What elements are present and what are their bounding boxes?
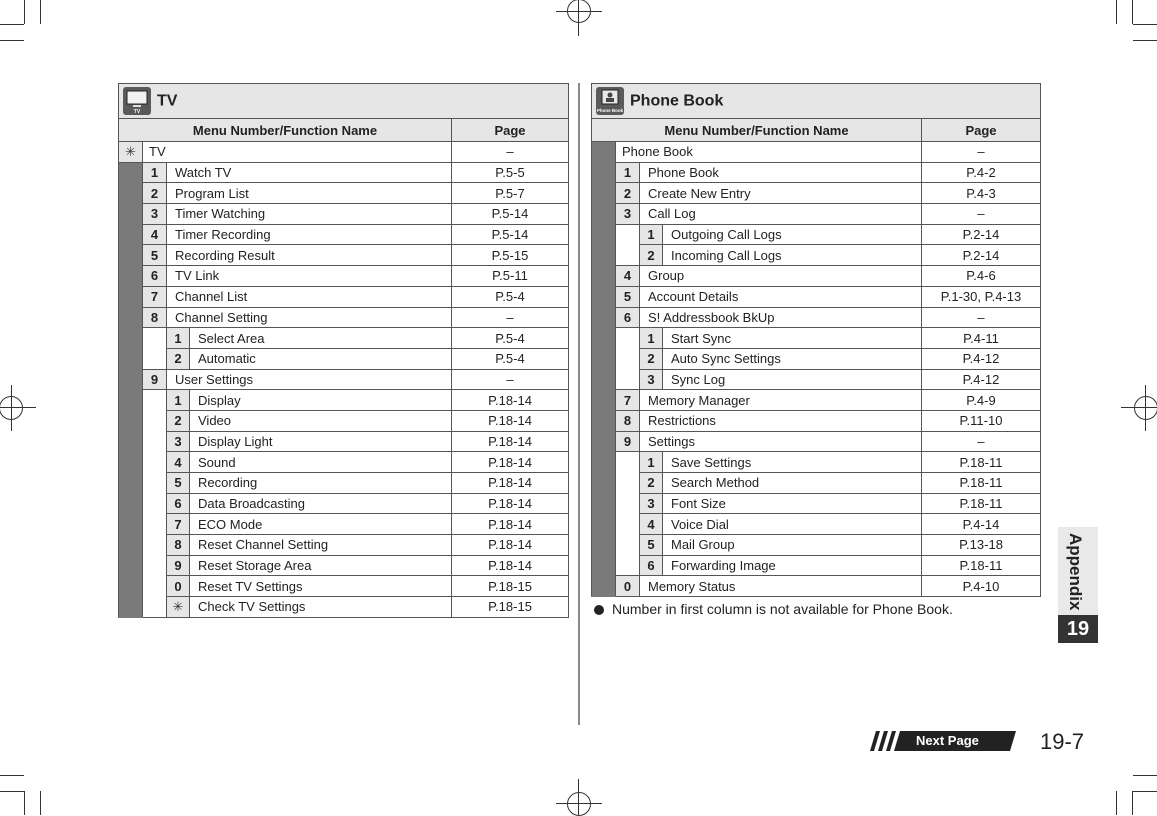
table-row: 4 Sound P.18-14: [119, 452, 569, 473]
table-row: 3 Font Size P.18-11: [592, 493, 1041, 514]
chapter-number: 19: [1058, 615, 1098, 643]
table-row: 6 Data Broadcasting P.18-14: [119, 493, 569, 514]
phone-book-table-title: Phone Book Phone Book: [592, 84, 1041, 119]
table-row: 7 Memory Manager P.4-9: [592, 390, 1041, 411]
table-row: 5 Recording Result P.5-15: [119, 245, 569, 266]
next-page-link[interactable]: Next Page: [916, 733, 979, 748]
bullet-icon: [594, 605, 604, 615]
table-row: 1 Select Area P.5-4: [119, 328, 569, 349]
table-row: 1 Outgoing Call Logs P.2-14: [592, 224, 1041, 245]
table-row: 9 Reset Storage Area P.18-14: [119, 555, 569, 576]
root-marker: ✳: [119, 142, 143, 163]
table-row: 6 S! Addressbook BkUp –: [592, 307, 1041, 328]
column-header-page: Page: [922, 119, 1041, 142]
table-row: 2 Create New Entry P.4-3: [592, 183, 1041, 204]
phone-book-menu-table: [591, 83, 1041, 597]
table-row: 8 Channel Setting –: [119, 307, 569, 328]
table-row: 3 Call Log –: [592, 204, 1041, 225]
table-row: 1 Save Settings P.18-11: [592, 452, 1041, 473]
table-row: 1 Watch TV P.5-5: [119, 162, 569, 183]
table-row: 5 Recording P.18-14: [119, 473, 569, 494]
table-row: 3 Display Light P.18-14: [119, 431, 569, 452]
table-row: 7 ECO Mode P.18-14: [119, 514, 569, 535]
table-row: 6 TV Link P.5-11: [119, 266, 569, 287]
table-row: ✳ TV –: [119, 142, 569, 163]
table-row: 1 Display P.18-14: [119, 390, 569, 411]
column-divider: [578, 83, 580, 725]
table-row: 2 Incoming Call Logs P.2-14: [592, 245, 1041, 266]
footnote: Number in first column is not available for Phone Book.: [594, 601, 953, 617]
table-row: 3 Sync Log P.4-12: [592, 369, 1041, 390]
chapter-tab[interactable]: [1058, 527, 1098, 615]
table-row: 2 Auto Sync Settings P.4-12: [592, 348, 1041, 369]
table-row: 2 Automatic P.5-4: [119, 348, 569, 369]
table-row: 2 Program List P.5-7: [119, 183, 569, 204]
column-header-name: Menu Number/Function Name: [592, 119, 922, 142]
table-row: Phone Book –: [592, 142, 1041, 163]
tv-table-title: TV TV: [119, 84, 569, 119]
table-row: 8 Reset Channel Setting P.18-14: [119, 535, 569, 556]
table-row: 7 Channel List P.5-4: [119, 286, 569, 307]
table-row: 5 Mail Group P.13-18: [592, 535, 1041, 556]
svg-text:TV: TV: [133, 109, 141, 115]
table-row: 4 Group P.4-6: [592, 266, 1041, 287]
table-row: 1 Phone Book P.4-2: [592, 162, 1041, 183]
svg-text:Phone Book: Phone Book: [596, 108, 624, 113]
column-header-page: Page: [452, 119, 569, 142]
chapter-label: Appendix: [1066, 533, 1085, 611]
page-number: 19-7: [1040, 729, 1085, 754]
phone-book-icon: [596, 87, 624, 115]
table-row: 2 Video P.18-14: [119, 410, 569, 431]
table-row: 2 Search Method P.18-11: [592, 473, 1041, 494]
tv-menu-table: [118, 83, 569, 618]
table-row: 9 User Settings –: [119, 369, 569, 390]
table-row: 6 Forwarding Image P.18-11: [592, 555, 1041, 576]
column-header-name: Menu Number/Function Name: [119, 119, 452, 142]
tv-icon: [123, 87, 151, 115]
table-row: 3 Timer Watching P.5-14: [119, 204, 569, 225]
table-row: 4 Timer Recording P.5-14: [119, 224, 569, 245]
table-row: 1 Start Sync P.4-11: [592, 328, 1041, 349]
table-row: 0 Reset TV Settings P.18-15: [119, 576, 569, 597]
table-row: 0 Memory Status P.4-10: [592, 576, 1041, 597]
table-row: 4 Voice Dial P.4-14: [592, 514, 1041, 535]
table-row: 9 Settings –: [592, 431, 1041, 452]
table-row: 8 Restrictions P.11-10: [592, 410, 1041, 431]
table-row: 5 Account Details P.1-30, P.4-13: [592, 286, 1041, 307]
table-row: ✳ Check TV Settings P.18-15: [119, 597, 569, 618]
